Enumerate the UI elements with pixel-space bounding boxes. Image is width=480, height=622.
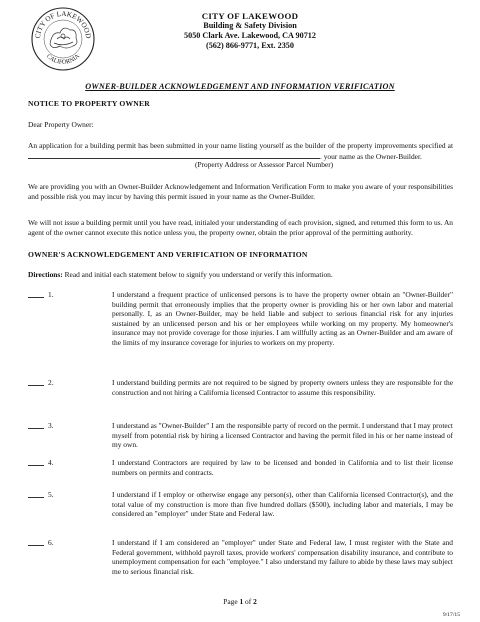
address-field-caption: (Property Address or Assessor Parcel Number): [195, 160, 334, 169]
property-address-field[interactable]: [28, 151, 320, 159]
intro-paragraph: An application for a building permit has been submitted in your name listing yourself as the builder of the property improvements specified at . your name as the Owner-Builder.: [28, 141, 453, 161]
statement-text: I understand building permits are not required to be signed by property owners unless they are responsible for the construction and not hiring a California licensed Contractor to assume this responsibility.: [112, 378, 453, 397]
intro-text-end: your name as the Owner-Builder.: [323, 151, 422, 161]
salutation: Dear Property Owner:: [28, 120, 94, 129]
statement-text: I understand a frequent practice of unlicensed persons is to have the property owner obtain an "Owner-Builder" building permit that erroneously implies that the property owner is providing his or her own labor and material personally. I, as an Owner-Builder, may be held liable and subject to serious financial risk for any injuries sustained by an unlicensed person and his or her employees while working on my property. My homeowner's insurance may not provide coverage for those injuries. I am willfully acting as an Owner-Builder and am aware of the limits of my insurance coverage for injuries to workers on my property.: [112, 290, 453, 347]
conditions-paragraph: We will not issue a building permit until you have read, initialed your understanding of each provision, signed, and returned this form to us. An agent of the owner cannot execute this notice unless you, the property owner, obtain the prior approval of the permitting authority.: [28, 218, 453, 237]
initials-blank[interactable]: [28, 290, 44, 301]
statement-number: 2.: [48, 378, 54, 387]
purpose-paragraph: We are providing you with an Owner-Builder Acknowledgement and Information Verification Form to make you aware of your responsibilities and possible risk you may incur by having this permit issued in your name as the Owner-Builder.: [28, 182, 453, 201]
revision-date: 9/17/15: [442, 612, 460, 618]
directions-label: Directions:: [28, 270, 63, 279]
svg-text:CALIFORNIA: CALIFORNIA: [44, 52, 82, 66]
statement-number: 3.: [48, 421, 54, 430]
office-address: 5050 Clark Ave. Lakewood, CA 90712: [184, 31, 316, 40]
acknowledgement-heading: OWNER'S ACKNOWLEDGEMENT AND VERIFICATION OF INFORMATION: [28, 250, 308, 259]
statement-number: 1.: [48, 290, 54, 299]
statement-number: 6.: [48, 538, 54, 547]
form-title: OWNER-BUILDER ACKNOWLEDGEMENT AND INFORMATION VERIFICATION: [85, 82, 395, 91]
city-name: CITY OF LAKEWOOD: [201, 11, 299, 21]
division-name: Building & Safety Division: [203, 21, 297, 30]
initials-blank[interactable]: [28, 538, 44, 549]
directions: [28, 270, 453, 280]
statement-text: I understand as "Owner-Builder" I am the responsible party of record on the permit. I understand that I may protect myself from potential risk by hiring a licensed Contractor and having the permit filed in his or her name instead of my own.: [112, 421, 453, 450]
statement-text: I understand Contractors are required by law to be licensed and bonded in California and to list their license numbers on permits and contracts.: [112, 458, 453, 477]
directions-text: Read and initial each statement below to signify you understand or verify this information.: [64, 270, 333, 279]
city-seal-logo: [30, 6, 96, 72]
initials-blank[interactable]: [28, 458, 44, 469]
statement-text: I understand if I employ or otherwise engage any person(s), other than California licensed Contractor(s), and the total value of my construction is more than five hundred dollars ($500), including labor and materials, I may be considered an "employer" under State and Federal law.: [112, 490, 453, 519]
initials-blank[interactable]: [28, 421, 44, 432]
svg-text:CITY OF LAKEWOOD: CITY OF LAKEWOOD: [33, 9, 93, 39]
initials-blank[interactable]: [28, 378, 44, 389]
page-number: Page 1 of 2: [223, 597, 257, 606]
intro-text: An application for a building permit has been submitted in your name listing yourself as the builder of the property improvements specified at: [28, 141, 453, 150]
statement-number: 4.: [48, 458, 54, 467]
letterhead: [150, 11, 350, 51]
statement-text: I understand if I am considered an "employer" under State and Federal law, I must register with the State and Federal government, withhold payroll taxes, provide workers' compensation disability insurance, and contribute to unemployment compensation for each "employee." I also understand my failure to abide by these laws may subject me to serious financial risk.: [112, 538, 453, 576]
initials-blank[interactable]: [28, 490, 44, 501]
statement-number: 5.: [48, 490, 54, 499]
office-phone: (562) 866-9771, Ext. 2350: [205, 41, 294, 50]
notice-heading: NOTICE TO PROPERTY OWNER: [28, 99, 150, 108]
